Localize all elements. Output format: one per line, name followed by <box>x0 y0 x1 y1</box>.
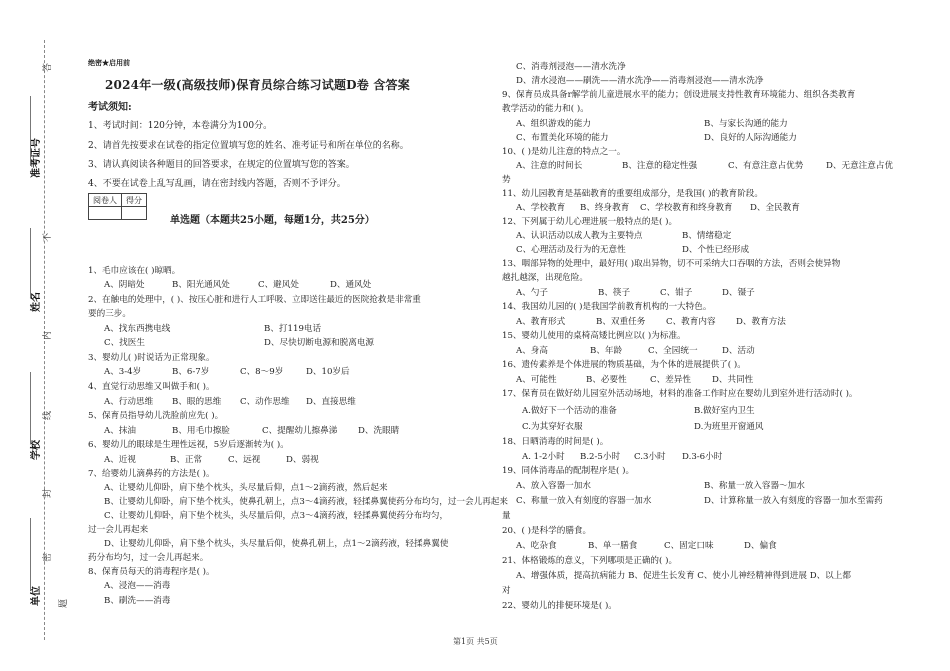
name-label: 姓名 <box>31 292 42 312</box>
option: A、找东西携电线 <box>104 324 171 334</box>
seal-char: 封 <box>43 488 53 498</box>
question-18: 18、日晒消毒的时间是( )。 <box>502 437 609 447</box>
option: A.做好下一个活动的准备 <box>522 406 617 416</box>
question-11: 11、幼儿园教育是基础教育的重要组成部分，是我国( )的教育阶段。 <box>502 189 763 199</box>
option: A、注意的时间长 <box>516 161 583 171</box>
option: B、刷洗——消毒 <box>104 596 171 606</box>
seal-char: 密 <box>43 552 53 562</box>
seal-char: 答 <box>43 62 53 72</box>
option: D.3-6小时 <box>682 452 723 462</box>
unit-label: 单位 <box>31 586 42 606</box>
question-3: 3、婴幼儿( )时说话为正常现象。 <box>88 353 215 363</box>
option: A、让婴幼儿仰卧，肩下垫个枕头，头尽量后仰，点1～2滴药液，然后起来 <box>104 483 388 493</box>
option: A、抹油 <box>104 426 136 436</box>
question-19: 19、同体消毒品的配制程序是( )。 <box>502 466 635 476</box>
option: A、学校教育 <box>516 203 566 213</box>
question-22: 22、婴幼儿的排便环境是( )。 <box>502 601 617 611</box>
option: B、注意的稳定性强 <box>622 161 698 171</box>
option: C、教育内容 <box>666 317 716 327</box>
option: A、身高 <box>516 346 548 356</box>
question-15: 15、婴幼儿使用的桌椅高矮比例应以( )为标准。 <box>502 331 686 341</box>
option: C、找医生 <box>104 338 145 348</box>
name-underline <box>30 228 31 298</box>
question-7: 7、给婴幼儿滴鼻药的方法是( )。 <box>88 469 215 479</box>
option: A、3-4岁 <box>104 367 142 377</box>
option: C、称量一放入有刻度的容器一加水 <box>516 496 652 506</box>
score-blank[interactable] <box>122 207 147 220</box>
question-21: 21、体格锻炼的意义，下列哪项是正确的( )。 <box>502 556 678 566</box>
question-1: 1、毛巾应该在( )晾晒。 <box>88 266 181 276</box>
option: A、放入容器一加水 <box>516 481 591 491</box>
option: C、让婴幼儿仰卧，肩下垫个枕头，头尽量后仰，点3～4滴药液，轻揉鼻翼使药分布均匀， <box>104 511 449 521</box>
option: D、尽快切断电源和脱离电源 <box>264 338 375 348</box>
option: C、学校教育和终身教育 <box>640 203 733 213</box>
question-17: 17、保育员在做好幼儿园室外活动场地，材料的准备工作时应在婴幼儿到室外进行活动时( )。 <box>502 389 858 399</box>
question-12: 12、下列属于幼儿心理进展一般特点的是( )。 <box>502 217 678 227</box>
option: D、让婴幼儿仰卧，肩下垫个枕头，头尽量后仰，使鼻孔朝上，点1～2滴药液，轻揉鼻翼使 <box>104 539 449 549</box>
option: B、必要性 <box>586 375 627 385</box>
option: D、计算称量一放入有刻度的容器一加水至需药 <box>704 496 883 506</box>
option: C、固定口味 <box>664 541 714 551</box>
option: C、动作思维 <box>240 397 290 407</box>
option: C、8～9岁 <box>240 367 284 377</box>
option: C、远视 <box>228 455 261 465</box>
exam-no-label: 准考证号 <box>31 138 42 178</box>
question-13-cont: 越扎越深，出现危险。 <box>502 273 588 283</box>
option: B.2-5小时 <box>580 452 621 462</box>
option: D、清水浸泡——刷洗——清水洗净——消毒剂浸泡——清水洗净 <box>516 76 764 86</box>
option-cont: 药分布均匀，过一会儿再起来。 <box>88 553 209 563</box>
note-item: 2、请首先按要求在试卷的指定位置填写您的姓名、准考证号和所在单位的名称。 <box>88 141 409 151</box>
option: C、全园统一 <box>648 346 698 356</box>
option: D、活动 <box>722 346 755 356</box>
question-8: 8、保育员每天的消毒程序是( )。 <box>88 567 215 577</box>
option: A、浸泡——消毒 <box>104 581 171 591</box>
option: B、打119电话 <box>264 324 322 334</box>
option: C、差异性 <box>650 375 691 385</box>
question-20: 20、( )是科学的膳食。 <box>502 526 592 536</box>
binding-margin <box>0 0 72 671</box>
notes-heading: 考试须知: <box>88 102 132 113</box>
question-9-cont: 教学活动的能力和( )。 <box>502 104 589 114</box>
option: B、称量一放入容器～加水 <box>704 481 805 491</box>
option: D、全民教育 <box>750 203 800 213</box>
grader-blank[interactable] <box>89 207 122 220</box>
question-13: 13、咽部异物的处理中，最好用( )取出异物，切不可采纳大口吞咽的方法，否则会使异物 <box>502 259 841 269</box>
option: B、筷子 <box>598 288 631 298</box>
option-cont: 势 <box>502 175 511 185</box>
question-16: 16、遗传素养是个体进展的物质基础，为个体的进展提供了( )。 <box>502 360 746 370</box>
seal-char: 线 <box>43 410 53 420</box>
option: A. 1-2小时 <box>522 452 565 462</box>
question-5: 5、保育员指导幼儿洗脸前应先( )。 <box>88 411 224 421</box>
note-item: 4、不要在试卷上乱写乱画，请在密封线内答题，否则不予评分。 <box>88 179 346 189</box>
school-underline <box>30 372 31 444</box>
secret-mark: 绝密★启用前 <box>88 58 130 67</box>
exam-no-underline <box>30 96 31 166</box>
seal-char: 题 <box>59 598 69 608</box>
option: C、钳子 <box>660 288 693 298</box>
option-cont: 量 <box>502 511 511 521</box>
option: C.3小时 <box>634 452 666 462</box>
option: D.为班里开窗通风 <box>694 422 764 432</box>
question-2-cont: 要的三步。 <box>88 309 131 319</box>
option: B、与家长沟通的能力 <box>704 119 788 129</box>
seal-char: 不 <box>43 232 53 242</box>
page-number: 第1页 共5页 <box>453 637 498 646</box>
question-6: 6、婴幼儿的眼球是生理性远视，5岁后逐渐转为( )。 <box>88 440 289 450</box>
score-cell: 得分 <box>122 194 147 207</box>
option: A、增强体质，提高抗病能力 B、促进生长发育 C、使小儿神经精神得到进展 D、以上都 <box>516 571 851 581</box>
option: A、行动思维 <box>104 397 154 407</box>
option: A、认识活动以成人教为主要特点 <box>516 231 643 241</box>
grader-cell: 阅卷人 <box>89 194 122 207</box>
option: B、双重任务 <box>596 317 646 327</box>
option: C、心理活动及行为的无意性 <box>516 245 626 255</box>
note-item: 1、考试时间：120分钟，本卷满分为100分。 <box>88 121 273 131</box>
unit-underline <box>30 518 31 590</box>
option: B、情绪稳定 <box>682 231 732 241</box>
option: C、有意注意占优势 <box>728 161 804 171</box>
option: B、眼的思维 <box>172 397 222 407</box>
option-cont: 过一会儿再起来 <box>88 525 149 535</box>
option: C、避风处 <box>258 280 299 290</box>
question-14: 14、我国幼儿园的( )是我国学前教育机构的一大特色。 <box>502 302 712 312</box>
option: C、布置美化环境的能力 <box>516 133 609 143</box>
option: C.为其穿好衣服 <box>522 422 583 432</box>
option: B、6-7岁 <box>172 367 210 377</box>
question-2: 2、在触电的处理中，( )、按压心脏和进行人工呼吸、立即送往最近的医院抢救是非常重 <box>88 295 421 305</box>
option: D、个性已经形成 <box>682 245 750 255</box>
option: D、10岁后 <box>306 367 350 377</box>
option: C、消毒剂浸泡——清水洗净 <box>516 62 626 72</box>
question-10: 10、( )是幼儿注意的特点之一。 <box>502 147 626 157</box>
option: B、正常 <box>170 455 203 465</box>
option: D、镊子 <box>722 288 755 298</box>
option: A、勺子 <box>516 288 548 298</box>
option: A、阴暗处 <box>104 280 145 290</box>
option: B、阳光通风处 <box>172 280 230 290</box>
question-4: 4、直觉行动思维又叫做手和( )。 <box>88 382 215 392</box>
option: D、无意注意占优 <box>826 161 894 171</box>
option: D、良好的人际沟通能力 <box>704 133 797 143</box>
option: B、用毛巾擦脸 <box>172 426 230 436</box>
section-heading: 单选题（本题共25小题，每题1分，共25分） <box>170 215 375 226</box>
question-9: 9、保育员成具备r解学前儿童进展水平的能力；创设进展支持性教育环境能力、组织各类教育 <box>502 90 856 100</box>
option: B、终身教育 <box>580 203 630 213</box>
option: A、组织游戏的能力 <box>516 119 591 129</box>
score-table <box>88 193 147 220</box>
option: B、单一膳食 <box>588 541 638 551</box>
option: D、教育方法 <box>736 317 786 327</box>
option-cont: 对 <box>502 586 511 596</box>
option: D、直接思维 <box>306 397 356 407</box>
option: B.做好室内卫生 <box>694 406 755 416</box>
option: D、洗眼睛 <box>358 426 400 436</box>
option: A、可能性 <box>516 375 557 385</box>
option: B、年龄 <box>590 346 623 356</box>
option: C、提醒幼儿擦鼻涕 <box>262 426 338 436</box>
option: B、让婴幼儿仰卧，肩下垫个枕头，使鼻孔朝上，点3～4滴药液，轻揉鼻翼使药分布均匀，过一会儿再起来 <box>104 497 508 507</box>
option: A、近视 <box>104 455 136 465</box>
option: A、教育形式 <box>516 317 566 327</box>
page-title: 2024年一级(高级技师)保育员综合练习试题D卷 含答案 <box>105 78 410 92</box>
option: D、弱视 <box>286 455 319 465</box>
seal-dashed-line <box>44 40 46 640</box>
option: A、吃杂食 <box>516 541 557 551</box>
school-label: 学校 <box>31 440 42 460</box>
option: D、偏食 <box>744 541 777 551</box>
option: D、共同性 <box>712 375 754 385</box>
seal-char: 内 <box>43 330 53 340</box>
option: D、通风处 <box>330 280 372 290</box>
note-item: 3、请认真阅读各种题目的回答要求，在规定的位置填写您的答案。 <box>88 160 355 170</box>
